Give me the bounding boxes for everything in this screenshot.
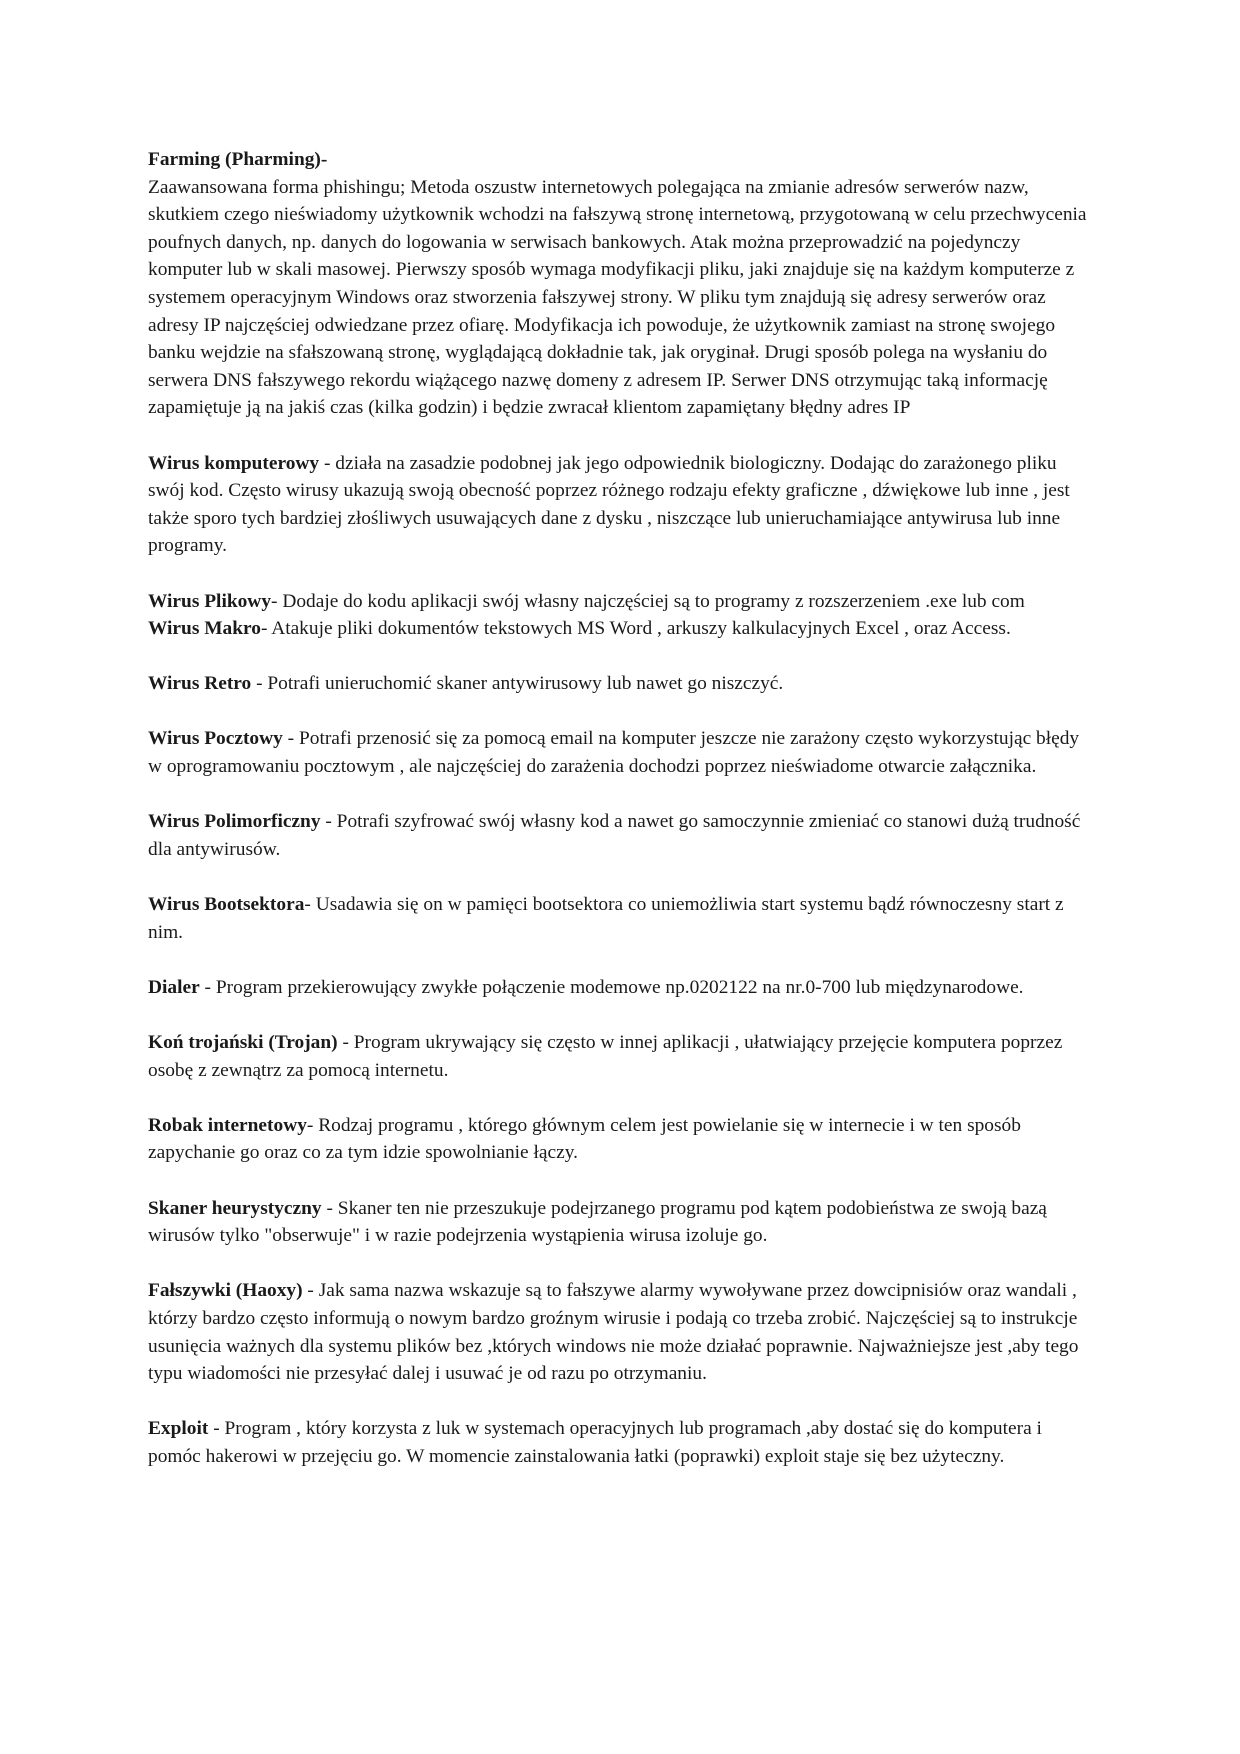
entry-body: - Program przekierowujący zwykłe połączenie modemowe np.0202122 na nr.0-700 lub międzynarodowe. <box>199 976 1024 998</box>
entry-body: - Rodzaj programu , którego głównym celem jest powielanie się w internecie i w ten sposób zapychanie go oraz co za tym idzie spowolnianie łączy. <box>148 1114 1021 1164</box>
entry-term: Wirus Bootsektora <box>148 894 305 916</box>
entry-wirus-pocztowy <box>148 725 1093 780</box>
entry-body: - Program ukrywający się często w innej aplikacji , ułatwiający przejęcie komputera poprzez osobę z zewnątrz za pomocą internetu. <box>148 1032 1063 1081</box>
entry-wirus-plikowy <box>148 588 1093 616</box>
entry-term: Wirus Makro <box>148 618 261 640</box>
entry-exploit <box>148 1415 1093 1470</box>
entry-term: Exploit <box>148 1418 209 1440</box>
entry-term: Wirus Polimorficzny <box>148 811 321 833</box>
entry-wirus-makro <box>148 615 1093 643</box>
entry-robak-internetowy <box>148 1112 1093 1167</box>
entry-term: Wirus Pocztowy <box>148 728 283 750</box>
entry-body: - Atakuje pliki dokumentów tekstowych MS Word , arkuszy kalkulacyjnych Excel , oraz Access. <box>260 618 1011 640</box>
entry-term: Wirus Plikowy <box>148 590 272 612</box>
entry-term: Wirus komputerowy <box>148 452 320 474</box>
entry-body: - działa na zasadzie podobnej jak jego odpowiednik biologiczny. Dodając do zarażonego pliku swój kod. Często wirusy ukazują swoją obecność poprzez różnego rodzaju efekty graficzne , dźwiękowe lub inne , jest także sporo tych bardziej złośliwych usuwających dane z dysku , niszczące lub unieruchamiające antywirusa lub inne programy. <box>148 452 1070 557</box>
entry-dialer <box>148 974 1093 1002</box>
entry-body: - Jak sama nazwa wskazuje są to fałszywe alarmy wywoływane przez dowcipnisiów oraz wandali , którzy bardzo często informują o nowym bardzo groźnym wirusie i podają co trzeba zrobić. Najczęściej są to instrukcje usunięcia ważnych dla systemu plików bez ,których windows nie może działać poprawnie. Najważniejsze jest ,aby tego typu wiadomości nie przesyłać dalej i usuwać je od razu po otrzymaniu. <box>148 1280 1079 1385</box>
entry-body: - Potrafi unieruchomić skaner antywirusowy lub nawet go niszczyć. <box>251 673 784 695</box>
entry-wirus-retro <box>148 670 1093 698</box>
entry-term: Robak internetowy <box>148 1114 307 1136</box>
entry-term: Dialer <box>148 976 200 998</box>
entry-term: Koń trojański (Trojan) <box>148 1032 338 1053</box>
entry-wirus-bootsektora <box>148 891 1093 946</box>
entry-wirus-komputerowy <box>148 450 1093 560</box>
entry-body: - Usadawia się on w pamięci bootsektora co uniemożliwia start systemu bądź równoczesny start z nim. <box>148 894 1064 943</box>
entry-kon-trojanski <box>148 1029 1093 1084</box>
entry-falszywki <box>148 1277 1093 1387</box>
entry-term: Wirus Retro <box>148 673 252 695</box>
entry-farming <box>148 146 1093 422</box>
entry-skaner-heurystyczny <box>148 1195 1093 1250</box>
entry-body: - Skaner ten nie przeszukuje podejrzanego programu pod kątem podobieństwa ze swoją bazą wirusów tylko "obserwuje" i w razie podejrzenia wystąpienia wirusa izoluje go. <box>148 1197 1047 1247</box>
entry-term: Skaner heurystyczny <box>148 1197 322 1219</box>
entry-body: Zaawansowana forma phishingu; Metoda oszustw internetowych polegająca na zmianie adresów serwerów nazw, skutkiem czego nieświadomy użytkownik wchodzi na fałszywą stronę internetową, przygotowaną w celu przechwycenia poufnych danych, np. danych do logowania w serwisach bankowych. Atak można przeprowadzić na pojedynczy komputer lub w skali masowej. Pierwszy sposób wymaga modyfikacji pliku, jaki znajduje się na każdym komputerze z systemem operacyjnym Windows oraz stworzenia fałszywej strony. W pliku tym znajdują się adresy serwerów oraz adresy IP najczęściej odwiedzane przez ofiarę. Modyfikacja ich powoduje, że użytkownik zamiast na stronę swojego banku wejdzie na sfałszowaną stronę, wyglądającą dokładnie tak, jak oryginał. Drugi sposób polega na wysłaniu do serwera DNS fałszywego rekordu wiążącego nazwę domeny z adresem IP. Serwer DNS otrzymując taką informację zapamiętuje ją na jakiś czas (kilka godzin) i będzie zwracał klientom zapamiętany błędny adres IP <box>148 176 1087 419</box>
entry-body: - Program , który korzysta z luk w systemach operacyjnych lub programach ,aby dostać się do komputera i pomóc hakerowi w przejęciu go. W momencie zainstalowania łatki (poprawki) exploit staje się bez użyteczny. <box>148 1418 1042 1467</box>
document-page <box>148 146 1093 1498</box>
entry-term: Fałszywki (Haoxy) <box>148 1280 303 1302</box>
entry-body: - Potrafi przenosić się za pomocą email na komputer jeszcze nie zarażony często wykorzystując błędy w oprogramowaniu pocztowym , ale najczęściej do zarażenia dochodzi poprzez nieświadome otwarcie załącznika. <box>148 728 1080 778</box>
entry-wirus-polimorficzny <box>148 808 1093 863</box>
entry-body: - Potrafi szyfrować swój własny kod a nawet go samoczynnie zmieniać co stanowi dużą trudność dla antywirusów. <box>148 811 1081 860</box>
entry-body: - Dodaje do kodu aplikacji swój własny najczęściej są to programy z rozszerzeniem .exe lub com <box>271 590 1025 612</box>
entry-term: Farming (Pharming)- <box>148 149 328 170</box>
